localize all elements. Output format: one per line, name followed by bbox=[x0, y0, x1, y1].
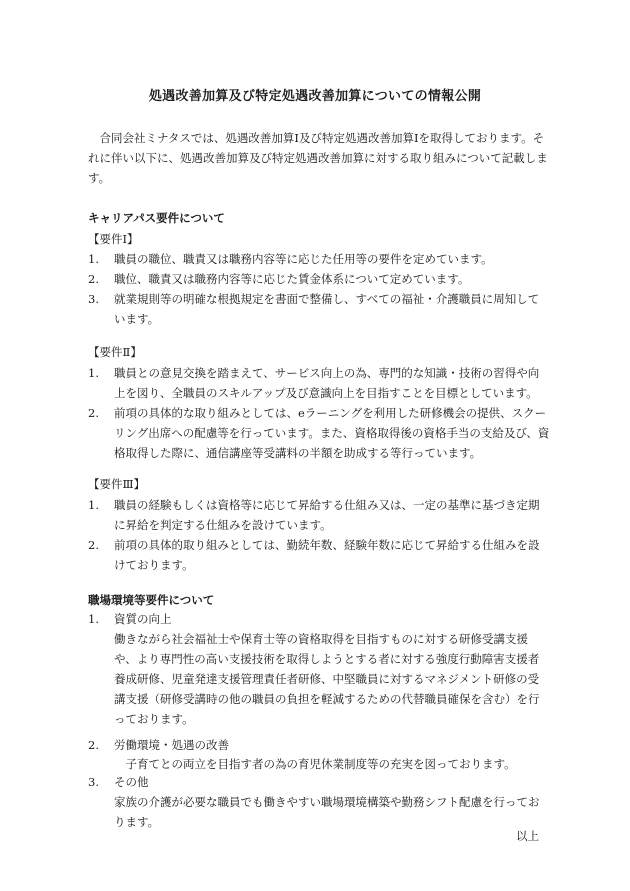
closing-text: 以上 bbox=[516, 829, 539, 843]
list-number: 1. bbox=[88, 366, 99, 380]
requirement-1-item bbox=[88, 269, 550, 289]
list-title: 労働環境・処遇の改善 bbox=[114, 738, 229, 752]
list-number: 3. bbox=[88, 775, 99, 789]
list-number: 2. bbox=[88, 406, 99, 420]
requirement-2-item bbox=[88, 403, 550, 463]
list-number: 2. bbox=[88, 538, 99, 552]
list-text: 職位、職責又は職務内容等に応じた賃金体系について定めています。 bbox=[114, 272, 470, 286]
list-text: 前項の具体的取り組みとしては、勤続年数、経験年数に応じて昇給する仕組みを設けております。 bbox=[114, 538, 540, 572]
intro-paragraph bbox=[88, 128, 550, 188]
list-number: 3. bbox=[88, 292, 99, 306]
workplace-heading: 職場環境等要件について bbox=[88, 593, 215, 607]
page-title: 処遇改善加算及び特定処遇改善加算についての情報公開 bbox=[148, 89, 482, 104]
requirement-2-item bbox=[88, 363, 550, 403]
requirement-3-item bbox=[88, 495, 550, 535]
career-path-heading: キャリアパス要件について bbox=[88, 211, 225, 225]
requirement-1-label: 【要件Ⅰ】 bbox=[88, 232, 139, 246]
list-number: 1. bbox=[88, 252, 99, 266]
list-text: 職員との意見交換を踏まえて、サービス向上の為、専門的な知識・技術の習得や向上を図り、全職員のスキルアップ及び意識向上を目指すことを目標としています。 bbox=[114, 366, 540, 400]
requirement-1-item bbox=[88, 289, 550, 329]
list-text: 職員の経験もしくは資格等に応じて昇給する仕組み又は、一定の基準に基づき定期に昇給を判定する仕組みを設けています。 bbox=[114, 498, 540, 532]
list-number: 1. bbox=[88, 612, 99, 626]
workplace-item bbox=[88, 772, 550, 792]
list-text: 就業規則等の明確な根拠規定を書面で整備し、すべての福祉・介護職員に周知しています。 bbox=[114, 292, 540, 326]
list-title: その他 bbox=[114, 775, 149, 789]
workplace-item bbox=[88, 735, 550, 755]
list-number: 2. bbox=[88, 272, 99, 286]
list-number: 1. bbox=[88, 498, 99, 512]
list-text: 職員の職位、職責又は職務内容等に応じた任用等の要件を定めています。 bbox=[114, 252, 493, 266]
requirement-3-label: 【要件Ⅲ】 bbox=[88, 477, 146, 491]
requirement-1-item bbox=[88, 249, 550, 269]
workplace-item-text: 子育てとの両立を目指す者の為の育児休業制度等の充実を図っております。 bbox=[125, 757, 516, 771]
workplace-item bbox=[88, 609, 550, 629]
list-title: 資質の向上 bbox=[114, 612, 172, 626]
workplace-item-text: 働きながら社会福祉士や保育士等の資格取得を目指すものに対する研修受講支援や、より専門性の高い支援技術を取得しようとする者に対する強度行動障害支援者養成研修、児童発達支援管理責任者研修、中堅職員に対するマネジメント研修の受講支援（研修受講時の他の職員の負担を軽減するための代替職員確保を含む）を行っております。 bbox=[114, 632, 540, 726]
requirement-3-item bbox=[88, 535, 550, 575]
list-number: 2. bbox=[88, 738, 99, 752]
workplace-item-text: 家族の介護が必要な職員でも働きやすい職場環境構築や勤務シフト配慮を行っております。 bbox=[114, 795, 540, 829]
requirement-2-label: 【要件Ⅱ】 bbox=[88, 345, 142, 359]
intro-text: 合同会社ミナタスでは、処遇改善加算Ⅰ及び特定処遇改善加算Ⅰを取得しております。それに伴い以下に、処遇改善加算及び特定処遇改善加算に対する取り組みについて記載します。 bbox=[88, 131, 548, 185]
list-text: 前項の具体的な取り組みとしては、eラーニングを利用した研修機会の提供、スクーリング出席への配慮等を行っています。また、資格取得後の資格手当の支給及び、資格取得した際に、通信講座等受講料の半額を助成する等行っています。 bbox=[114, 406, 550, 460]
